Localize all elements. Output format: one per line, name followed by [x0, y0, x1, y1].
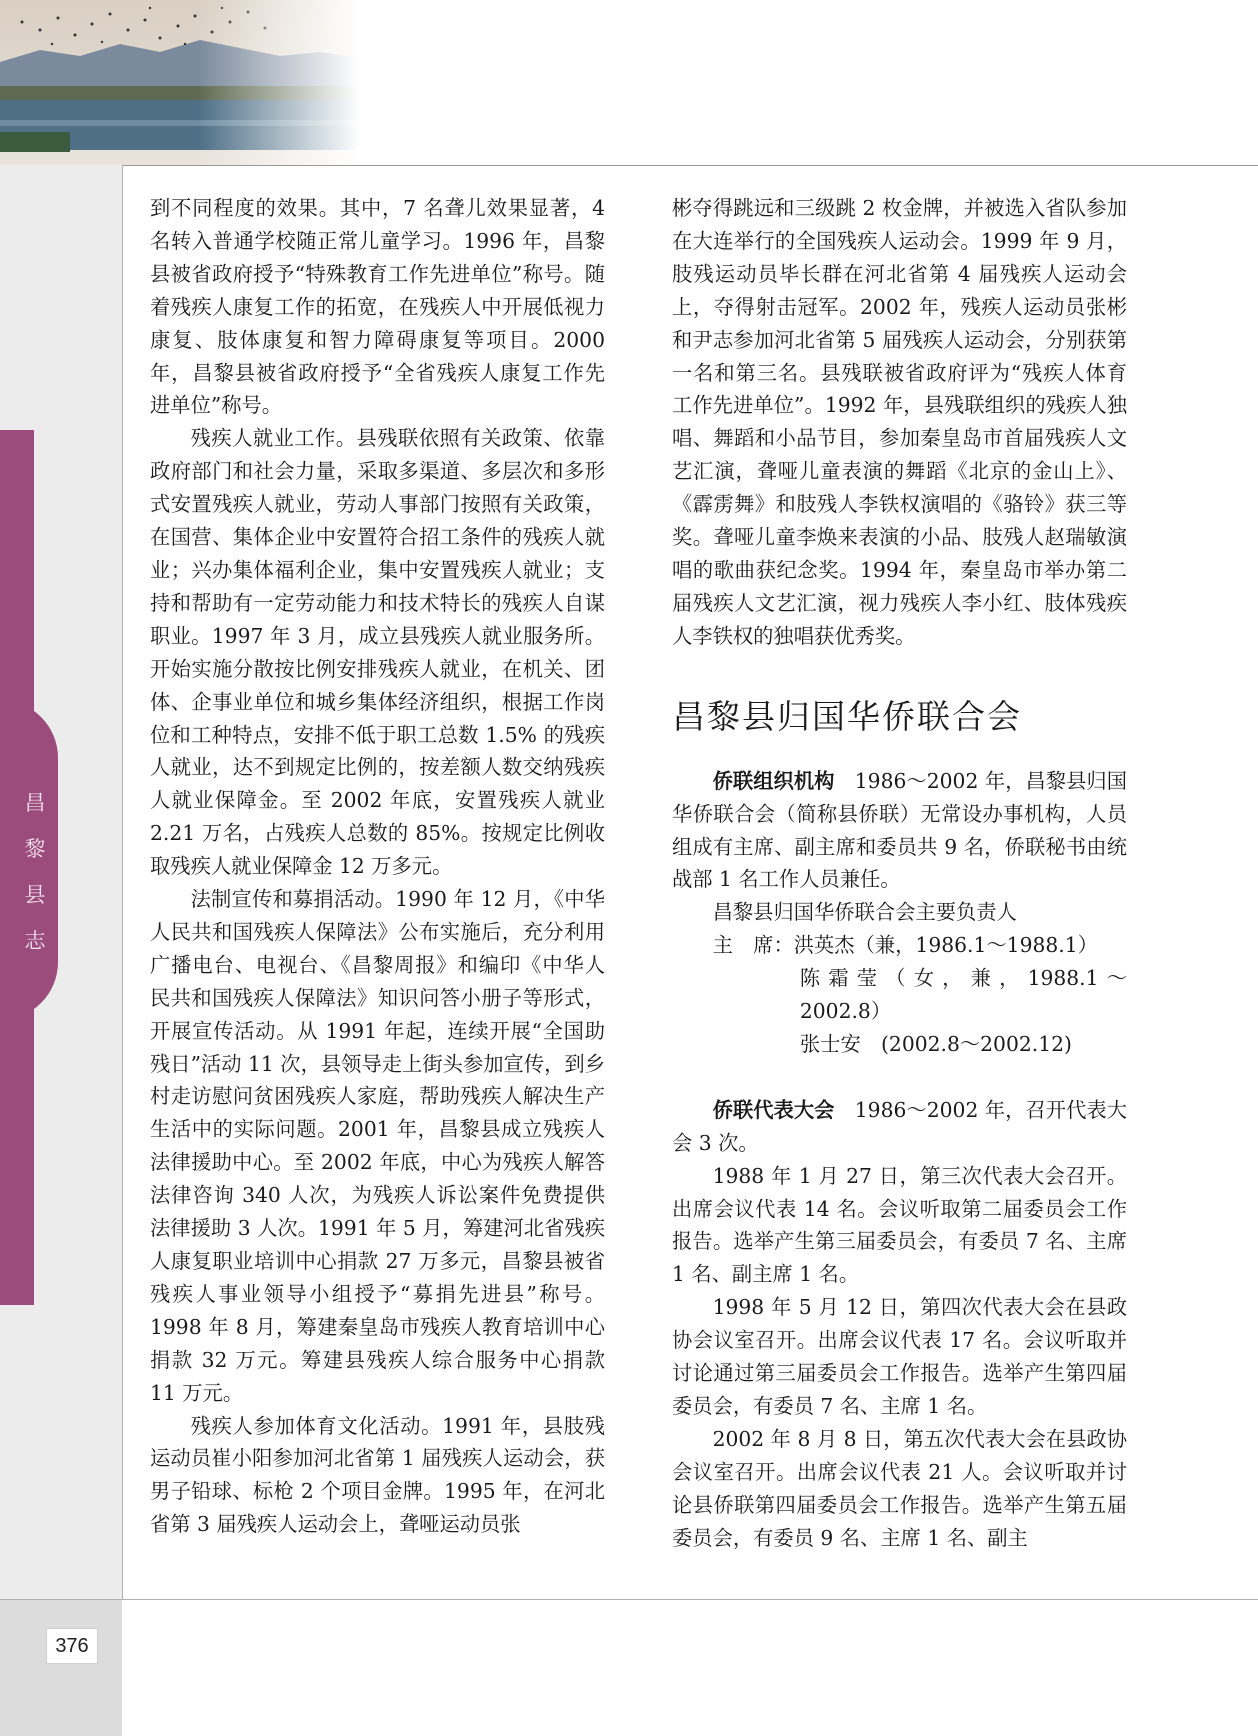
paragraph: 到不同程度的效果。其中，7 名聋儿效果显著，4 名转入普通学校随正常儿童学习。1996 年，昌黎县被省政府授予“特殊教育工作先进单位”称号。随着残疾人康复工作的拓宽，在残疾人中开展低视力康复、肢体康复和智力障碍康复等项目。2000 年，昌黎县被省政府授予“全省残疾人康复工作先进单位”称号。: [150, 196, 605, 418]
org-text: 1986～2002 年，昌黎县归国华侨联合会（简称县侨联）无常设办事机构，人员组成有主席、副主席和委员共 9 名，侨联秘书由统战部 1 名工作人员兼任。: [672, 768, 1127, 892]
chair-row: [672, 929, 1127, 962]
left-column: [150, 192, 605, 1541]
paragraph: 2002 年 8 月 8 日，第五次代表大会在县政协会议室召开。出席会议代表 21 人。会议听取并讨论县侨联第四届委员会工作报告。选举产生第五届委员会，有委员 9 名、主席 1 名、副主: [672, 1426, 1127, 1550]
right-column: [672, 192, 1127, 1555]
header-rule: [0, 165, 1258, 166]
chair-label: 主 席：: [712, 933, 794, 958]
paragraph: 彬夺得跳远和三级跳 2 枚金牌，并被选入省队参加在大连举行的全国残疾人运动会。1999 年 9 月，肢残运动员毕长群在河北省第 4 届残疾人运动会上，夺得射击冠军。2002 年，残疾人运动员张彬和尹志参加河北省第 5 届残疾人运动会，分别获第一名和第三名。县残联被省政府评为“残疾人体育工作先进单位”。1992 年，县残联组织的残疾人独唱、舞蹈和小品节目，参加秦皇岛市首届残疾人文艺汇演，聋哑儿童表演的舞蹈《北京的金山上》、《霹雳舞》和肢残人李铁权演唱的《骆铃》获三等奖。聋哑儿童李焕来表演的小品、肢残人赵瑞敏演唱的歌曲获纪念奖。1994 年，秦皇岛市举办第二届残疾人文艺汇演，视力残疾人李小红、肢体残疾人李铁权的独唱获优秀奖。: [672, 196, 1127, 648]
side-title-char: 志: [24, 929, 46, 953]
paragraph: 法制宣传和募捐活动。1990 年 12 月，《中华人民共和国残疾人保障法》公布实施后，充分利用广播电台、电视台、《昌黎周报》和编印《中华人民共和国残疾人保障法》知识问答小册子等形式，开展宣传活动。从 1991 年起，连续开展“全国助残日”活动 11 次，县领导走上街头参加宣传，到乡村走访慰问贫困残疾人家庭，帮助残疾人解决生产生活中的实际问题。2001 年，昌黎县成立残疾人法律援助中心。至 2002 年底，中心为残疾人解答法律咨询 340 人次，为残疾人诉讼案件免费提供法律援助 3 人次。1991 年 5 月，筹建河北省残疾人康复职业培训中心捐款 27 万多元，昌黎县被省残疾人事业领导小组授予“募捐先进县”称号。1998 年 8 月，筹建秦皇岛市残疾人教育培训中心捐款 32 万元。筹建县残疾人综合服务中心捐款 11 万元。: [150, 887, 605, 1405]
congress-paragraph: [672, 1094, 1127, 1160]
chair-entry: 张士安 (2002.8～2002.12): [799, 1031, 1072, 1056]
org-lead: 侨联组织机构: [712, 768, 835, 793]
chair-entry: 洪英杰（兼，1986.1～1988.1）: [793, 933, 1098, 958]
leaders-heading: 昌黎县归国华侨联合会主要负责人: [712, 900, 1017, 925]
paragraph: 残疾人参加体育文化活动。1991 年，县肢残运动员崔小阳参加河北省第 1 届残疾人运动会，获男子铅球、标枪 2 个项目金牌。1995 年，在河北省第 3 届残疾人运动会上，聋哑运动员张: [150, 1413, 605, 1537]
header-landscape-photo: [0, 0, 360, 165]
spacer: [672, 1061, 1127, 1094]
section-title: 昌黎县归国华侨联合会: [672, 696, 1022, 736]
congress-text: 1986～2002 年，召开代表大会 3 次。: [672, 1097, 1127, 1155]
side-title-char: 县: [24, 883, 46, 907]
side-title: [20, 780, 50, 964]
org-paragraph: [672, 765, 1127, 897]
paragraph: 残疾人就业工作。县残联依照有关政策、依靠政府部门和社会力量，采取多渠道、多层次和多形式安置残疾人就业，劳动人事部门按照有关政策，在国营、集体企业中安置符合招工条件的残疾人就业；兴办集体福利企业，集中安置残疾人就业；支持和帮助有一定劳动能力和技术特长的残疾人自谋职业。1997 年 3 月，成立县残疾人就业服务所。开始实施分散按比例安排残疾人就业，在机关、团体、企事业单位和城乡集体经济组织，根据工作岗位和工种特点，安排不低于职工总数 1.5% 的残疾人就业，达不到规定比例的，按差额人数交纳残疾人就业保障金。至 2002 年底，安置残疾人就业 2.21 万名，占残疾人总数的 85%。按规定比例收取残疾人就业保障金 12 万多元。: [150, 426, 605, 879]
footer-rule: [0, 1599, 1258, 1600]
paragraph: 1998 年 5 月 12 日，第四次代表大会在县政协会议室召开。出席会议代表 17 名。会议听取并讨论通过第三届委员会工作报告。选举产生第四届委员会，有委员 7 名、主席 1 名。: [672, 1295, 1127, 1418]
page-number: 376: [46, 1628, 98, 1664]
paragraph: 1988 年 1 月 27 日，第三次代表大会召开。出席会议代表 14 名。会议听取第二届委员会工作报告。选举产生第三届委员会，有委员 7 名、主席 1 名、副主席 1 名。: [672, 1163, 1127, 1287]
gutter-rule: [122, 165, 123, 1599]
congress-lead: 侨联代表大会: [712, 1097, 835, 1122]
footer-area: [0, 1600, 122, 1736]
side-title-char: 昌: [24, 791, 46, 815]
chair-entry: 陈霜莹（女，兼，1988.1～2002.8）: [799, 966, 1127, 1024]
side-title-char: 黎: [24, 837, 46, 861]
